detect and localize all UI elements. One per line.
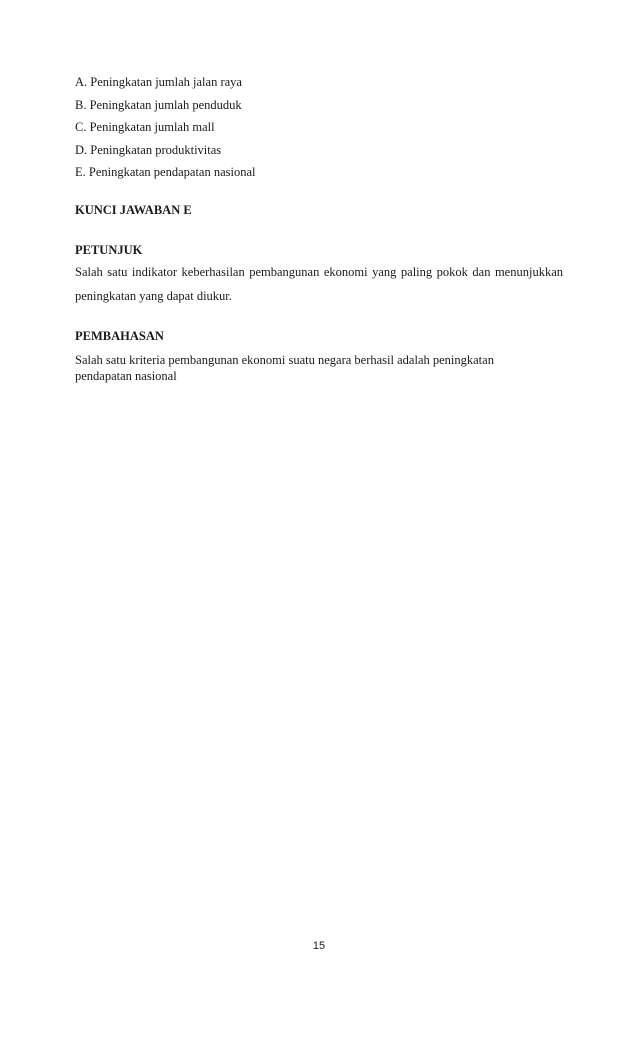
option-a: A. Peningkatan jumlah jalan raya bbox=[75, 75, 242, 89]
page-content bbox=[75, 71, 563, 384]
answer-key: KUNCI JAWABAN E bbox=[75, 202, 192, 217]
option-b: B. Peningkatan jumlah penduduk bbox=[75, 97, 242, 112]
answer-options bbox=[75, 71, 563, 184]
option-e: E. Peningkatan pendapatan nasional bbox=[75, 165, 256, 179]
option-c: C. Peningkatan jumlah mall bbox=[75, 120, 215, 134]
discussion-heading: PEMBAHASAN bbox=[75, 328, 164, 343]
hint-heading: PETUNJUK bbox=[75, 242, 143, 257]
option-d: D. Peningkatan produktivitas bbox=[75, 142, 222, 157]
discussion-body: Salah satu kriteria pembangunan ekonomi suatu negara berhasil adalah peningkatan pendapatan nasional bbox=[75, 352, 494, 383]
hint-body: Salah satu indikator keberhasilan pembangunan ekonomi yang paling pokok dan menunjukkan peningkatan yang dapat diukur. bbox=[75, 264, 563, 303]
page-number: 15 bbox=[312, 940, 326, 952]
